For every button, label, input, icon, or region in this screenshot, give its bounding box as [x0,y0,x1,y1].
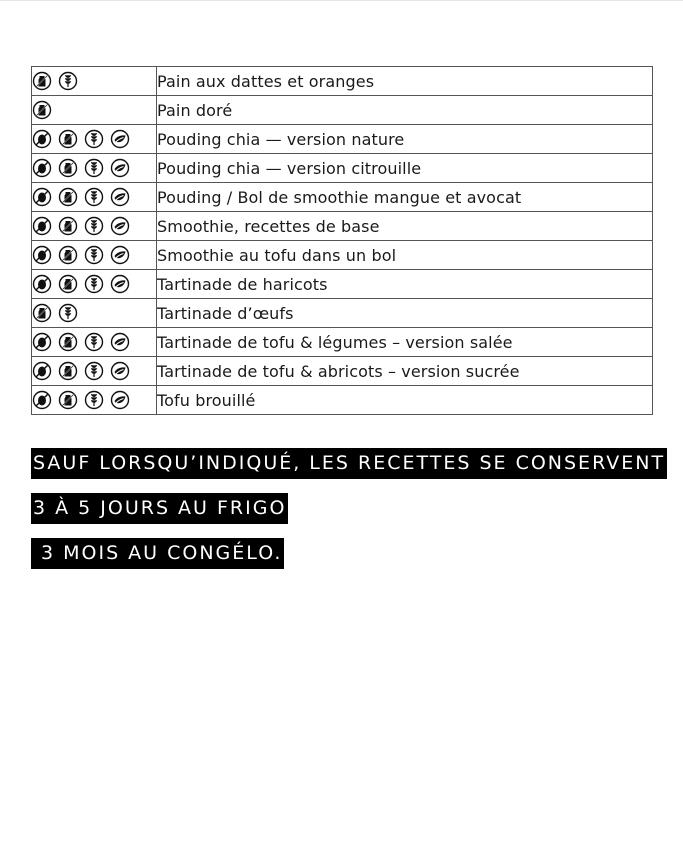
recipe-name: Pain doré [157,96,653,125]
table-row [32,212,653,241]
dairy-free-icon [58,361,78,381]
recipe-name: Pouding chia — version nature [157,125,653,154]
table-row [32,386,653,415]
vegan-icon [110,274,130,294]
nut-free-icon [32,361,52,381]
gluten-free-icon [84,361,104,381]
nut-free-icon [32,216,52,236]
dairy-free-icon [58,129,78,149]
diet-icons-cell [32,67,157,96]
table-row [32,183,653,212]
dairy-free-icon [58,158,78,178]
diet-icons-cell [32,212,157,241]
nut-free-icon [32,332,52,352]
gluten-free-icon [84,216,104,236]
gluten-free-icon [84,187,104,207]
table-row [32,241,653,270]
table-row [32,299,653,328]
table-row [32,96,653,125]
diet-icons-cell [32,183,157,212]
diet-icons-cell [32,328,157,357]
diet-icons-cell [32,96,157,125]
vegan-icon [110,187,130,207]
dairy-free-icon [58,245,78,265]
recipe-table [31,66,653,415]
table-row [32,270,653,299]
table-row [32,357,653,386]
recipe-name: Pouding / Bol de smoothie mangue et avocat [157,183,653,212]
table-row [32,125,653,154]
nut-free-icon [32,245,52,265]
dairy-free-icon [58,216,78,236]
nut-free-icon [32,129,52,149]
recipe-name: Tartinade de tofu & abricots – version sucrée [157,357,653,386]
nut-free-icon [32,274,52,294]
dairy-free-icon [32,100,52,120]
diet-icons-cell [32,241,157,270]
recipe-name: Tofu brouillé [157,386,653,415]
diet-icons-cell [32,357,157,386]
vegan-icon [110,158,130,178]
recipe-name: Smoothie au tofu dans un bol [157,241,653,270]
freezer-duration-banner: 3 MOIS AU CONGÉLO. [31,538,284,569]
vegan-icon [110,361,130,381]
recipe-name: Tartinade de tofu & légumes – version salée [157,328,653,357]
gluten-free-icon [84,274,104,294]
vegan-icon [110,129,130,149]
storage-note-banner: SAUF LORSQU’INDIQUÉ, LES RECETTES SE CONSERVENT [31,448,667,479]
recipe-name: Tartinade de haricots [157,270,653,299]
diet-icons-cell [32,299,157,328]
gluten-free-icon [84,390,104,410]
recipe-name: Tartinade d’œufs [157,299,653,328]
gluten-free-icon [84,158,104,178]
fridge-duration-banner: 3 À 5 JOURS AU FRIGO [31,493,288,524]
gluten-free-icon [58,71,78,91]
vegan-icon [110,390,130,410]
recipe-name: Smoothie, recettes de base [157,212,653,241]
gluten-free-icon [84,245,104,265]
vegan-icon [110,245,130,265]
table-row [32,154,653,183]
nut-free-icon [32,390,52,410]
diet-icons-cell [32,125,157,154]
dairy-free-icon [58,332,78,352]
dairy-free-icon [58,390,78,410]
gluten-free-icon [84,129,104,149]
table-row [32,67,653,96]
table-row [32,328,653,357]
nut-free-icon [32,187,52,207]
recipe-name: Pain aux dattes et oranges [157,67,653,96]
gluten-free-icon [58,303,78,323]
dairy-free-icon [58,187,78,207]
gluten-free-icon [84,332,104,352]
top-divider [0,0,683,1]
dairy-free-icon [58,274,78,294]
nut-free-icon [32,158,52,178]
diet-icons-cell [32,386,157,415]
dairy-free-icon [32,303,52,323]
vegan-icon [110,216,130,236]
dairy-free-icon [32,71,52,91]
recipe-name: Pouding chia — version citrouille [157,154,653,183]
diet-icons-cell [32,154,157,183]
vegan-icon [110,332,130,352]
diet-icons-cell [32,270,157,299]
